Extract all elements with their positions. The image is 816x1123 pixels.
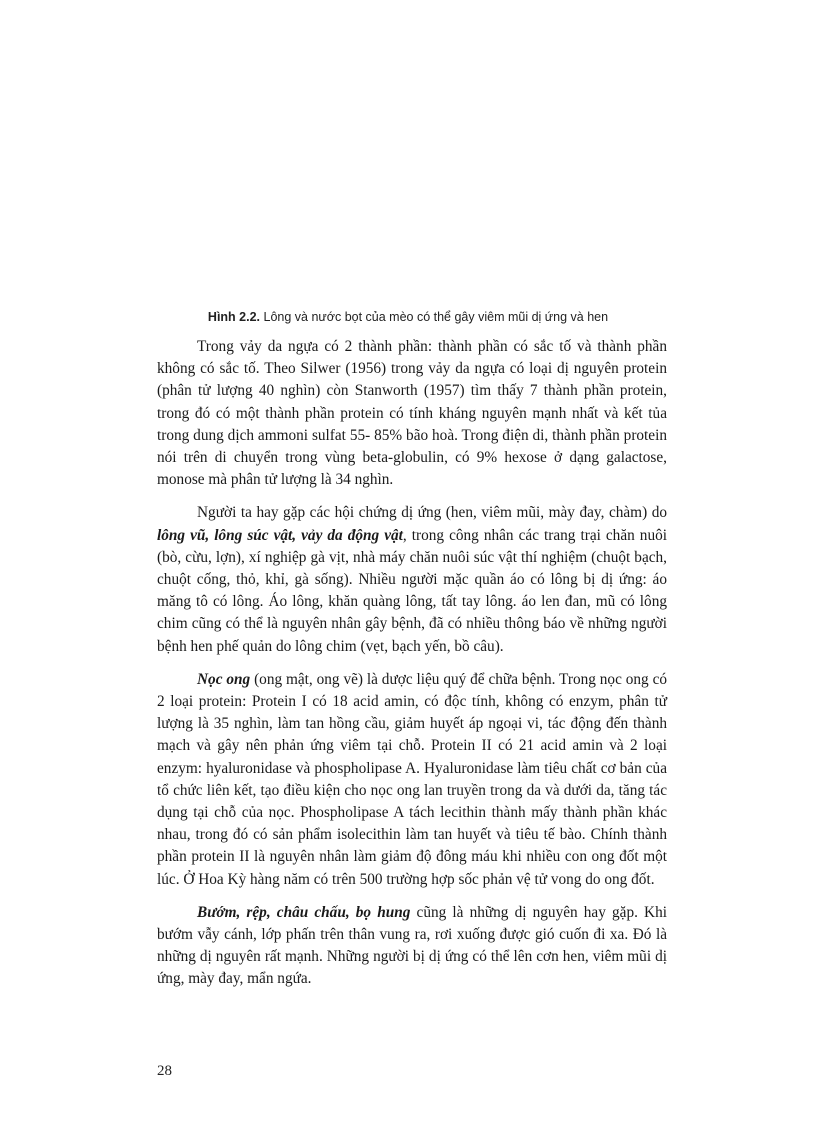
paragraph-lead: Nọc ong [197, 670, 251, 688]
figure-caption [0, 310, 816, 324]
paragraph-lead: Bướm, rệp, châu chấu, bọ hung [197, 903, 411, 921]
paragraph-text: (ong mật, ong vẽ) là dược liệu quý để chữa bệnh. Trong nọc ong có 2 loại protein: Protein I có 18 acid amin, có độc tính, không có enzym, phân tử lượng là 35 nghìn, làm tan hồng cầu, giảm huyết áp ngoại vi, tác động đến thành mạch và gây nên phản ứng viêm tại chỗ. Protein II có 21 acid amin và 2 loại enzym: hyaluronidase và phospholipase A. Hyaluronidase làm tiêu chất cơ bản của tổ chức liên kết, tạo điều kiện cho nọc ong lan truyền trong da và dưới da, tăng tác dụng tại chỗ của nọc. Phospholipase A tách lecithin thành mấy thành phần khác nhau, trong đó có sản phẩm isolecithin làm tan huyết và tiêu tế bào. Chính thành phần protein II là nguyên nhân làm giảm độ đông máu khi nhiều con ong đốt một lúc. Ở Hoa Kỳ hàng năm có trên 500 trường hợp sốc phản vệ tử vong do ong đốt. [157, 670, 668, 888]
paragraph-text: cũng là những dị nguyên hay gặp. Khi bướm vẫy cánh, lớp phấn trên thân vung ra, rơi xuống được gió cuốn đi xa. Đó là những dị nguyên rất mạnh. Những người bị dị ứng có thể lên cơn hen, viêm mũi dị ứng, mày đay, mẩn ngứa. [157, 903, 667, 988]
paragraph-bee-venom [157, 669, 667, 891]
paragraph-insects [157, 902, 667, 991]
page-number: 28 [157, 1063, 172, 1079]
paragraph-text: Người ta hay gặp các hội chứng dị ứng (hen, viêm mũi, mày đay, chàm) do [197, 504, 667, 522]
body-text [157, 336, 667, 1002]
paragraph-text: Trong vảy da ngựa có 2 thành phần: thành phần có sắc tố và thành phần không có sắc tố. Theo Silwer (1956) trong vảy da ngựa có loại dị nguyên protein (phân tử lượng 40 nghìn) còn Stanworth (1957) tìm thấy 7 thành phần protein, trong đó có một thành phần protein có tính kháng nguyên mạnh nhất và kết tủa trong dung dịch ammoni sulfat 55- 85% bão hoà. Trong điện di, thành phần protein nói trên di chuyển trong vùng beta-globulin, có 9% hexose ở dạng galactose, monose mà phân tử lượng là 34 nghìn. [157, 338, 667, 489]
paragraph-text: , trong công nhân các trang trại chăn nuôi (bò, cừu, lợn), xí nghiệp gà vịt, nhà máy chăn nuôi súc vật thí nghiệm (chuột bạch, chuột cống, thỏ, khỉ, gà sống). Nhiều người mặc quần áo có lông bị dị ứng: áo măng tô có lông. Áo lông, khăn quàng lông, tất tay lông. áo len đan, mũ có lông chim cũng có thể là nguyên nhân gây bệnh, đã có nhiều thông báo về những người bệnh hen phế quản do lông chim (vẹt, bạch yến, bồ câu). [157, 526, 667, 655]
caption-text: Lông và nước bọt của mèo có thể gây viêm mũi dị ứng và hen [263, 310, 609, 324]
paragraph-horse-dander [157, 336, 667, 491]
caption-label: Hình 2.2. [207, 310, 261, 324]
paragraph-feathers-fur [157, 502, 667, 657]
paragraph-emphasis: lông vũ, lông súc vật, vảy da động vật [157, 526, 403, 544]
figure-image-area [158, 40, 658, 290]
